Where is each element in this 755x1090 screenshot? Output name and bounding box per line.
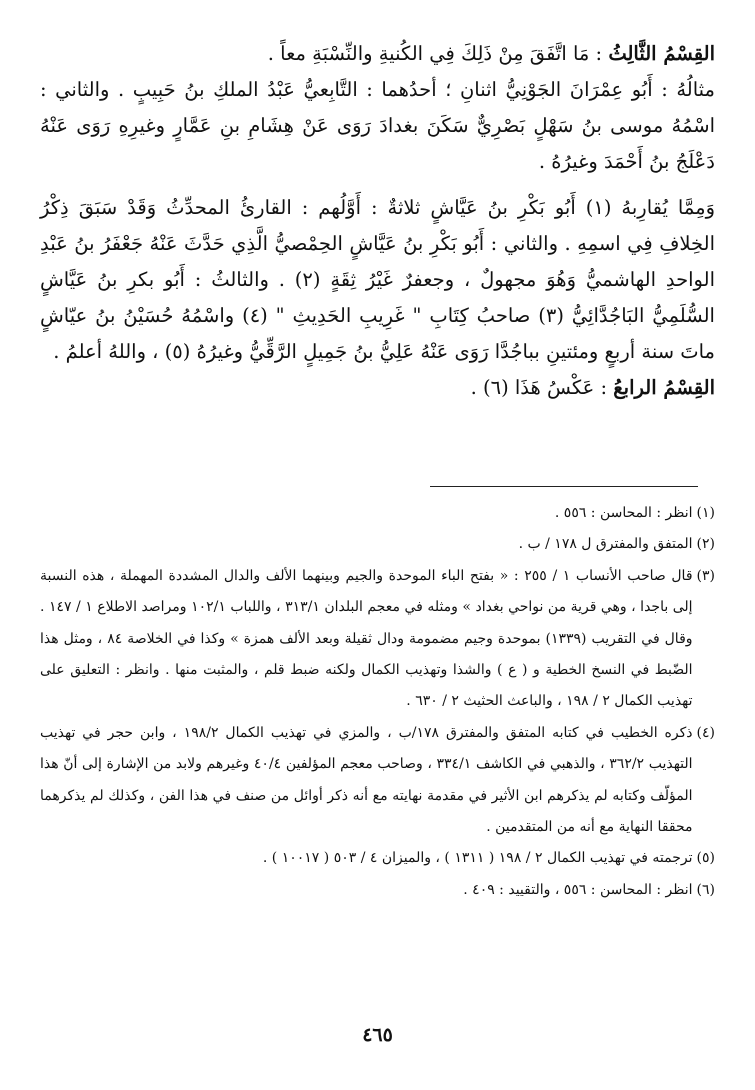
paragraph-section-three: [40, 36, 715, 72]
page-number: ٤٦٥: [362, 1024, 393, 1046]
footnote-text: انظر : المحاسن : ٥٥٦ .: [554, 505, 693, 521]
footnote: [40, 875, 715, 906]
footnote: [40, 718, 715, 844]
section-three-text: : مَا اتَّفَقَ مِنْ ذَلِكَ فِي الكُنيةِ والنِّسْبَةِ معاً .: [267, 42, 609, 65]
footnote-number: (٤): [696, 724, 715, 741]
footnote: [40, 529, 715, 560]
footnote-text: انظر : المحاسن : ٥٥٦ ، والتقييد : ٤٠٩ .: [463, 881, 693, 898]
footnote-text: المتفق والمفترق ل ١٧٨ / ب .: [518, 536, 693, 553]
section-four-text: : عَكْسُ هَذَا (٦) .: [470, 376, 614, 399]
footnote-number: (٦): [696, 881, 715, 898]
paragraph-section-four: [40, 370, 715, 406]
footnote-text: قال صاحب الأنساب ١ / ٢٥٥ : « بفتح الباء الموحدة والجيم وبينهما الألف والدال المشددة المهملة ، هذه النسبة إلى باجدا ، وهي قرية من نواحي بغداد » ومثله في معجم البلدان ٣١٣/١ ، واللباب ١٠٢/١ ومراصد الاطلاع ١ / ١٤٧ . وقال في التقريب (١٣٣٩) بموحدة وجيم مضمومة ودال ثقيلة وبعد الألف همزة » وكذا في الخلاصة ٨٤ ، ومثل هذا الضّبط في النسخ الخطية و ( ع ) والشذا وتهذيب الكمال ولكنه ضبط قلم ، والمثبت منها . وانظر : التعليق على تهذيب الكمال ٢ / ١٩٨ ، والباعث الحثيث ٢ / ٦٣٠ .: [40, 567, 693, 710]
footnote-text: ترجمته في تهذيب الكمال ٢ / ١٩٨ ( ١٣١١ ) ، والميزان ٤ / ٥٠٣ ( ١٠٠١٧ ) .: [262, 850, 693, 867]
footnote: [40, 843, 715, 874]
footnote-separator: [430, 486, 698, 487]
footnote: [40, 561, 715, 718]
footnote-number: (٣): [696, 567, 715, 584]
footnote-number: (٢): [696, 536, 715, 553]
footnote-number: (٥): [696, 850, 715, 867]
paragraph-abu-bakr: وَمِمَّا يُقارِبهُ (١) أَبُو بَكْرِ بنُ عَيَّاشٍ ثلاثةٌ : أَوَّلُهم : القارئُ المحدِّثُ وَقَدْ سَبَقَ ذِكْرُ الخِلافِ فِي اسمِهِ . والثاني : أَبُو بَكْرِ بنُ عَيَّاشٍ الحِمْصيُّ الَّذِي حَدَّثَ عَنْهُ جَعْفَرُ بنُ عَبْدِ الواحدِ الهاشميُّ وَهُوَ مجهولٌ ، وجعفرٌ غَيْرُ ثِقَةٍ (٢) . والثالثُ : أَبُو بكرِ بنُ عَيَّاشٍ السُّلَمِيُّ البَاجُدَّائِيُّ (٣) صاحبُ كِتَابِ " غَرِيبِ الحَدِيثِ " (٤) واسْمُهُ حُسَيْنُ بنُ عيّاشٍ ماتَ سنة أربعٍ ومئتينِ بباجُدَّا رَوَى عَنْهُ عَلِيُّ بنُ جَمِيلٍ الرَّقِّيُّ وغيرُهُ (٥) ، واللهُ أعلمُ .: [40, 196, 715, 363]
paragraph-example: مثالُهُ : أَبُو عِمْرَانَ الجَوْنِيُّ اثنانِ ؛ أحدُهما : التَّابِعيُّ عَبْدُ الملكِ بنُ حَبِيبٍ . والثاني : اسْمُهُ موسى بنُ سَهْلٍ بَصْرِيٌّ سَكَنَ بغدادَ رَوَى عَنْ هِشَامِ بنِ عَمَّارٍ وغيرِهِ رَوَى عَنْهُ دَعْلَجُ بنُ أَحْمَدَ وغيرُهُ .: [40, 78, 715, 173]
footnote-text: ذكره الخطيب في كتابه المتفق والمفترق ١٧٨/ب ، والمزي في تهذيب الكمال ١٩٨/٢ ، وابن حجر في تهذيب التهذيب ٣٦٢/٢ ، والذهبي في الكاشف ٣٣٤/١ ، وصاحب معجم المؤلفين ٤٠/٤ وغيرهم ولابد من الإشارة إلى أنّ هذا المؤلّف وكتابه لم يذكرهم ابن الأثير في مقدمة نهايته مع أنه ذكر أوائل من صنف في هذا الفن ، وكذلك لم يذكرهما محققا النهاية مع أنه من المتقدمين .: [40, 724, 693, 836]
section-four-heading: القِسْمُ الرابعُ: [613, 376, 715, 399]
footnote: [40, 498, 715, 529]
section-three-heading: القِسْمُ الثَّالِثُ: [608, 42, 715, 65]
footnotes: [40, 498, 715, 906]
main-text: [40, 36, 715, 406]
footnote-number: (١): [696, 505, 715, 521]
